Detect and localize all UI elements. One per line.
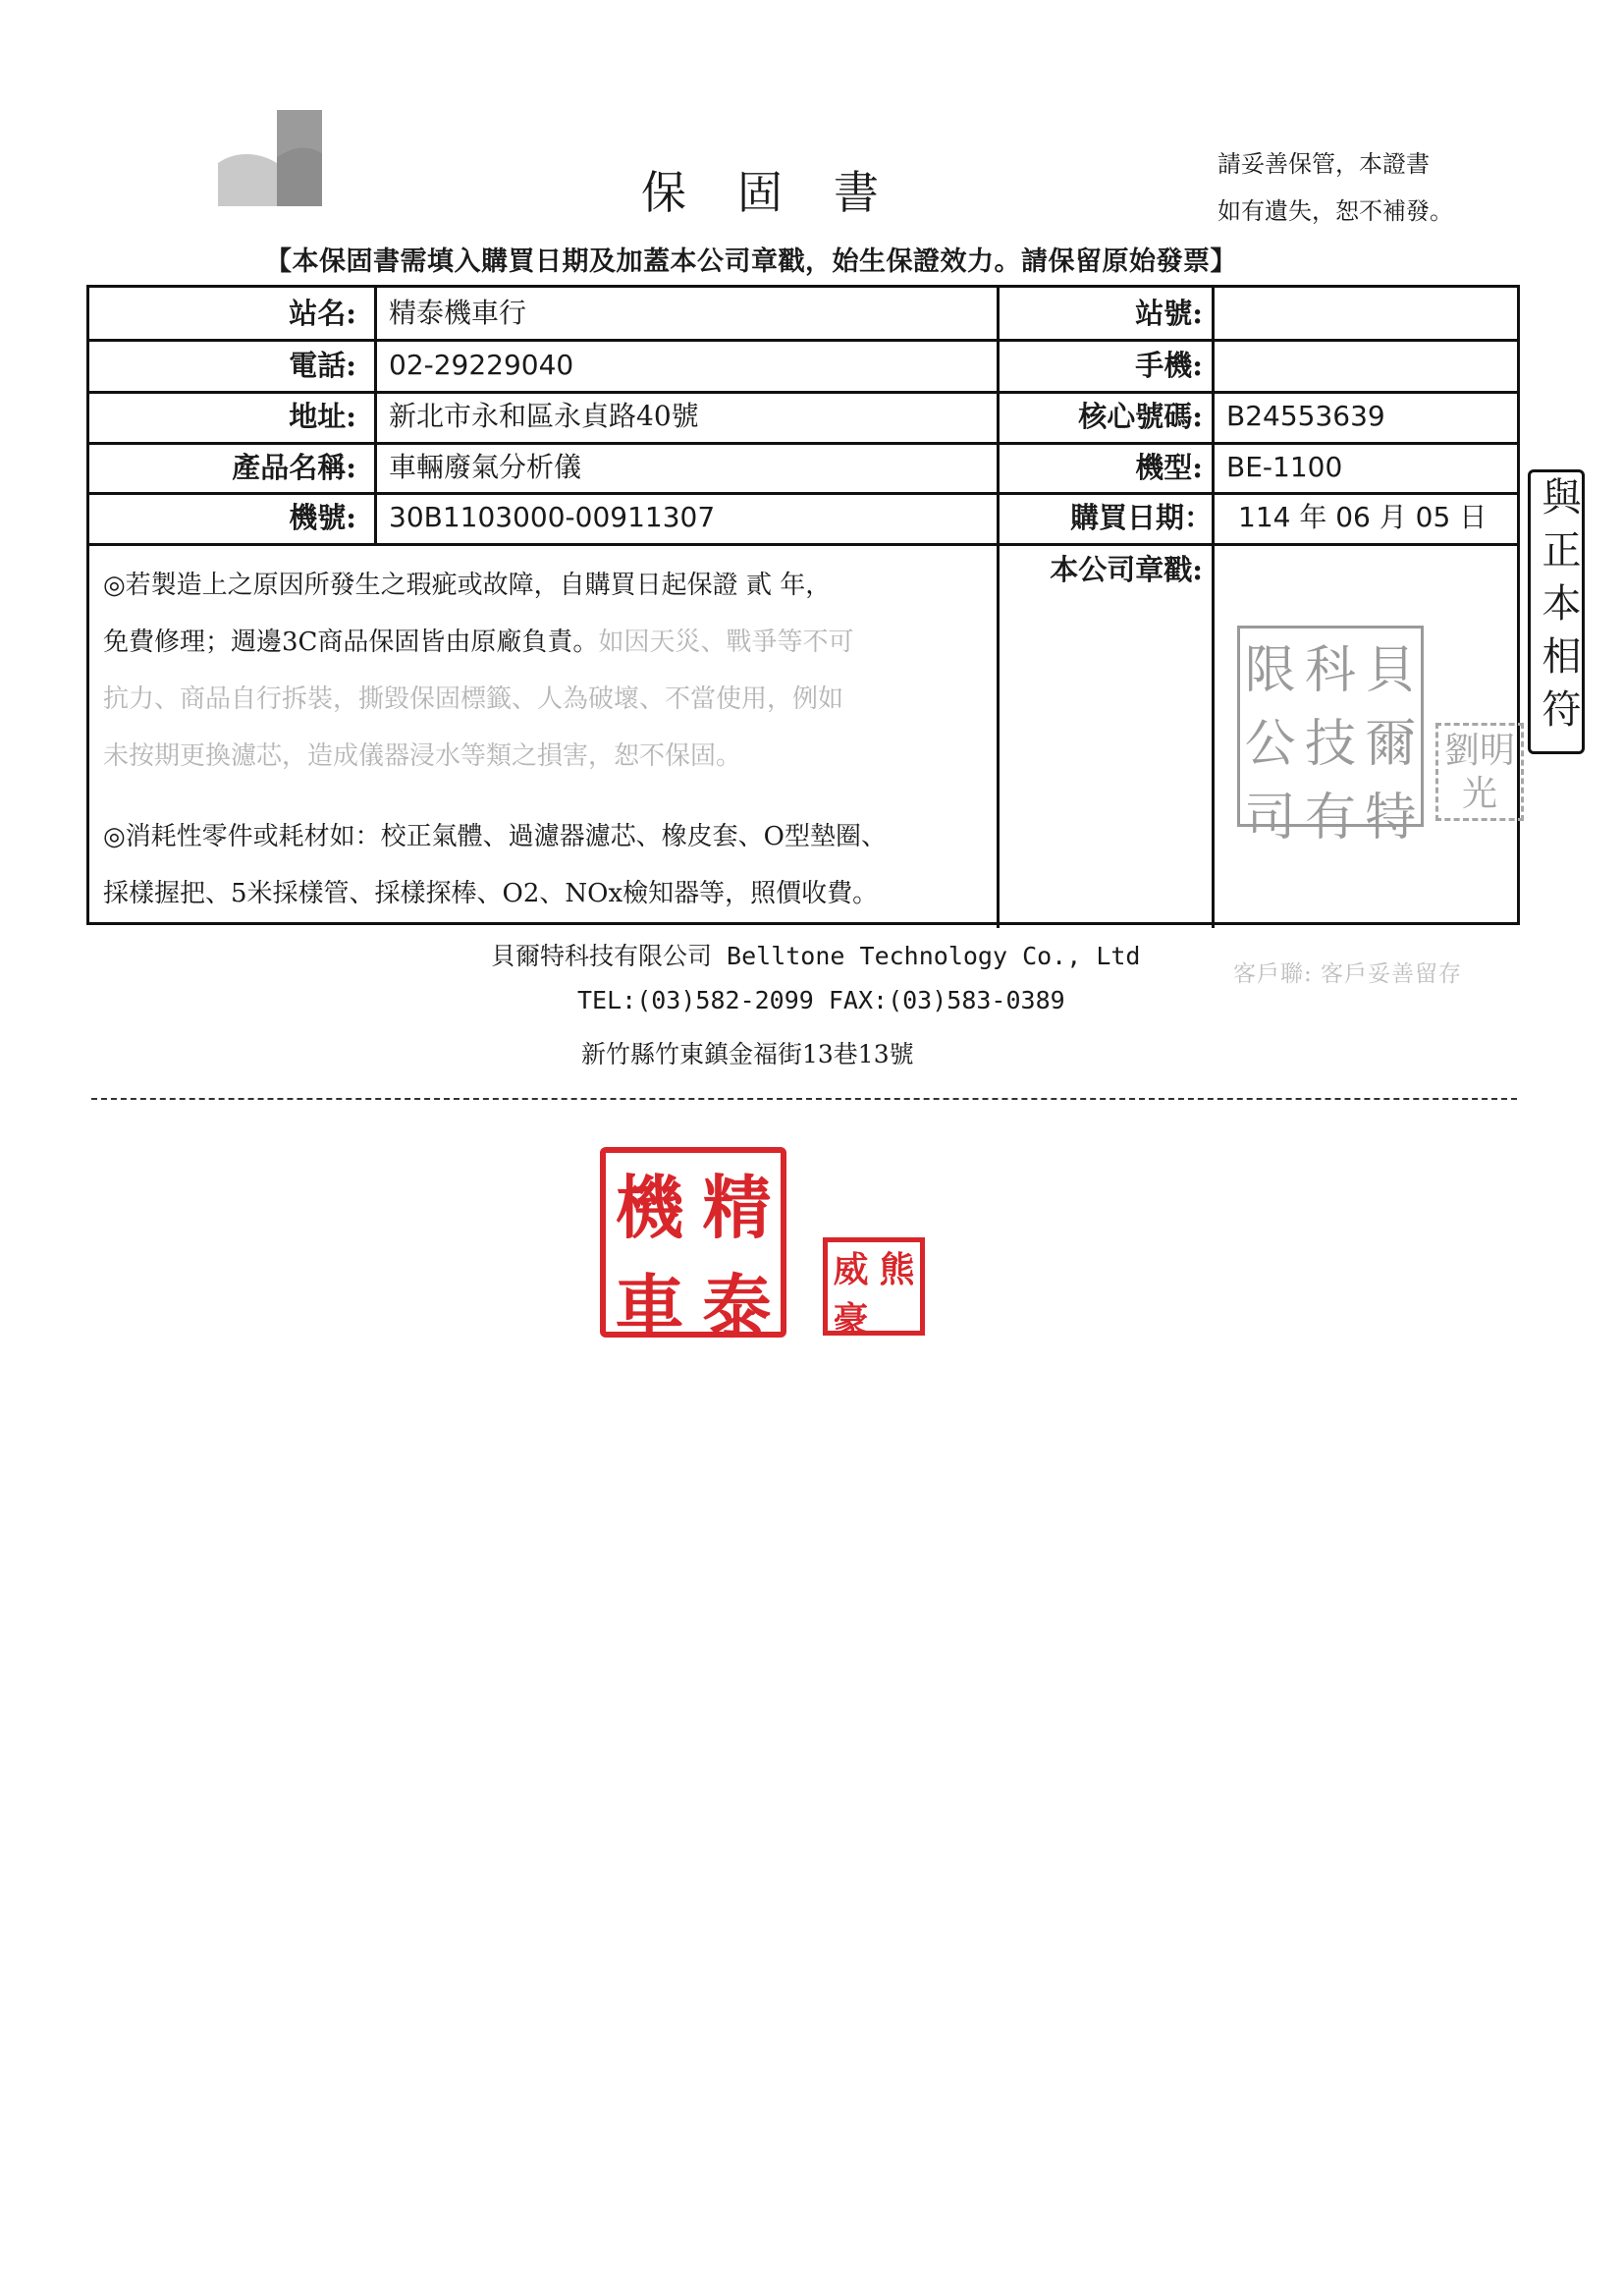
seal-char: 熊	[879, 1249, 915, 1290]
seal-char: 特	[1365, 789, 1417, 847]
station-name: 精泰機車行	[389, 297, 527, 329]
seal-char: 機	[615, 1167, 684, 1248]
keep-notice-line2: 如有遺失，恕不補發。	[1217, 197, 1453, 225]
document-title: 保固書	[641, 166, 930, 219]
seal-char: 公	[1244, 715, 1296, 774]
mobile-label: 手機:	[1135, 349, 1203, 382]
seal-char: 司	[1244, 789, 1296, 847]
seal-char: 有	[1304, 789, 1356, 847]
seal-char: 貝	[1365, 641, 1417, 700]
station-name-label: 站名:	[289, 297, 356, 330]
cut-line	[91, 1098, 1517, 1100]
seal-char: 豪	[833, 1299, 869, 1340]
address-label: 地址:	[289, 400, 356, 433]
footer-address: 新竹縣竹東鎮金福街13巷13號	[581, 1040, 914, 1068]
validity-notice: 【本保固書需填入購買日期及加蓋本公司章戳，始生保證效力。請保留原始發票】	[265, 246, 1237, 277]
terms-line-2a: 免費修理；週邊3C商品保固皆由原廠負責。	[103, 628, 599, 657]
product-name: 車輛廢氣分析儀	[389, 451, 582, 483]
footer-company: 貝爾特科技有限公司 Belltone Technology Co., Ltd	[491, 942, 1141, 970]
company-stamp-label: 本公司章戳:	[1050, 553, 1203, 586]
company-seal	[1237, 626, 1424, 847]
certified-copy-text: 與正本相符	[1536, 476, 1581, 741]
customer-copy-note: 客戶聯: 客戶妥善留存	[1233, 961, 1463, 987]
terms-line-3: 抗力、商品自行拆裝，撕毀保固標籤、人為破壞、不當使用，例如	[103, 684, 844, 714]
model: BE-1100	[1226, 451, 1343, 483]
seal-char: 泰	[702, 1266, 772, 1347]
owner-red-seal	[823, 1237, 925, 1340]
model-label: 機型:	[1135, 451, 1203, 484]
seal-char: 技	[1304, 715, 1356, 774]
terms-line-6: 採樣握把、5米採樣管、採樣探棒、O2、NOx檢知器等，照價收費。	[103, 879, 879, 908]
product-label: 產品名稱:	[232, 451, 356, 484]
person-seal: 劉明光	[1435, 723, 1524, 821]
terms-line-2b: 如因天災、戰爭等不可	[598, 628, 854, 657]
seal-char: 限	[1244, 641, 1296, 700]
shop-red-seal	[600, 1147, 786, 1347]
keep-notice	[1217, 140, 1453, 235]
serial-label: 機號:	[289, 501, 356, 534]
address: 新北市永和區永貞路40號	[389, 400, 699, 432]
phone-label: 電話:	[289, 349, 356, 382]
serial-number: 30B1103000-00911307	[389, 501, 716, 533]
core-no-label: 核心號碼:	[1078, 400, 1203, 433]
terms-line-4: 未按期更換濾芯，造成儀器浸水等類之損害，恕不保固。	[103, 741, 742, 771]
seal-char: 威	[833, 1249, 869, 1290]
seal-char: 爾	[1365, 715, 1417, 774]
phone: 02-29229040	[389, 349, 574, 381]
purchase-date-label: 購買日期：	[1069, 501, 1213, 534]
seal-char: 科	[1304, 641, 1356, 700]
keep-notice-line1: 請妥善保管，本證書	[1217, 150, 1430, 178]
terms-line-1: ◎若製造上之原因所發生之瑕疵或故障，自購買日起保證 貳 年，	[103, 571, 832, 600]
station-no-label: 站號:	[1135, 297, 1203, 330]
purchase-date: 114 年 06 月 05 日	[1238, 501, 1488, 533]
certified-copy-stamp	[1528, 469, 1585, 754]
terms-line-5: ◎消耗性零件或耗材如：校正氣體、過濾器濾芯、橡皮套、O型墊圈、	[103, 822, 888, 851]
core-no: B24553639	[1226, 400, 1385, 432]
seal-char: 車	[615, 1266, 684, 1347]
terms-line-2	[103, 614, 853, 671]
footer-tel-fax: TEL:(03)582-2099 FAX:(03)583-0389	[577, 986, 1065, 1014]
seal-char: 精	[702, 1167, 772, 1248]
company-logo	[218, 110, 322, 206]
